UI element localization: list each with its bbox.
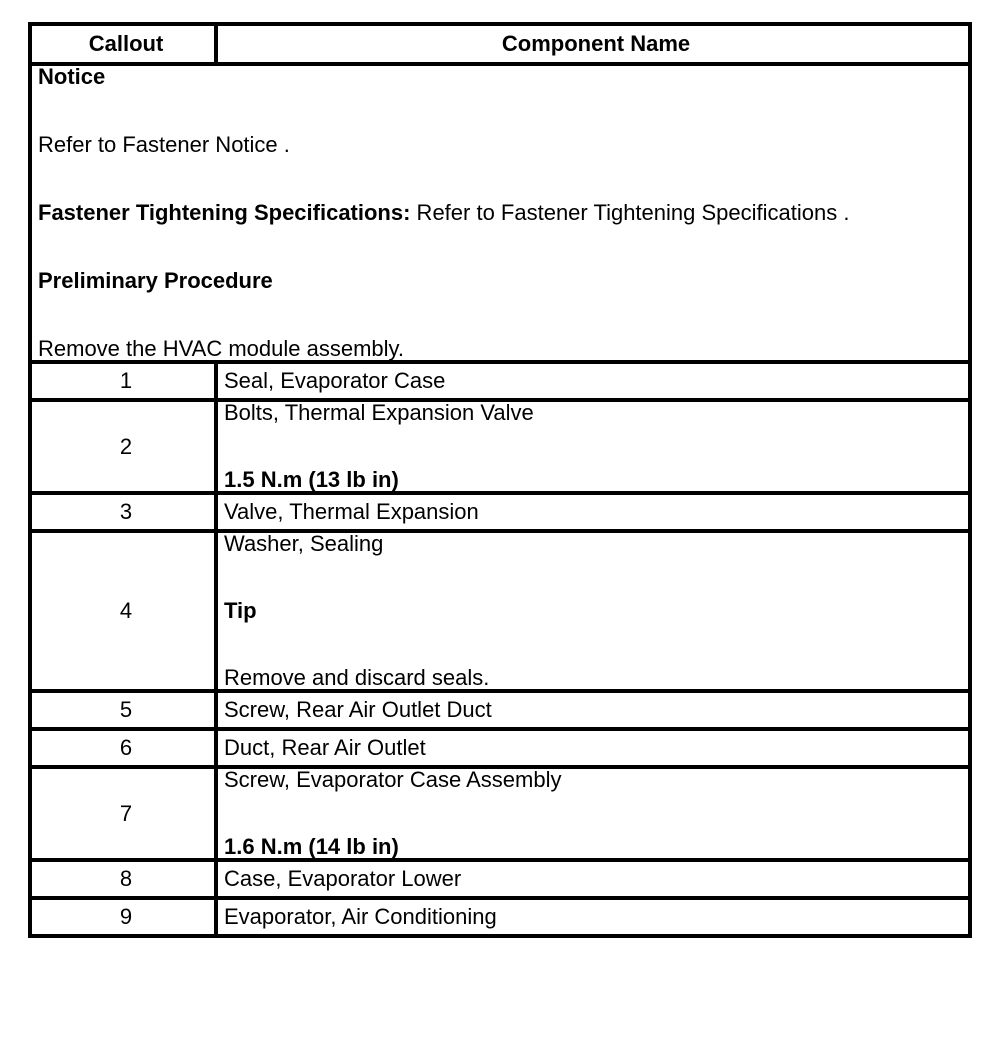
tip-title: Tip xyxy=(224,598,257,623)
callout-cell: 6 xyxy=(30,729,216,767)
callout-cell: 4 xyxy=(30,531,216,691)
component-name-cell: Case, Evaporator Lower xyxy=(216,860,970,898)
notice-title: Notice xyxy=(38,64,106,89)
component-name-cell: Evaporator, Air Conditioning xyxy=(216,898,970,936)
table-row xyxy=(30,860,970,898)
notice-row xyxy=(30,64,970,362)
component-table xyxy=(28,22,972,938)
component-name-cell xyxy=(216,400,970,493)
table-row xyxy=(30,531,970,691)
component-name: Screw, Evaporator Case Assembly xyxy=(224,767,562,792)
component-name-cell: Screw, Rear Air Outlet Duct xyxy=(216,691,970,729)
fastener-spec-line xyxy=(38,202,968,224)
component-name-cell: Duct, Rear Air Outlet xyxy=(216,729,970,767)
component-name-cell: Seal, Evaporator Case xyxy=(216,362,970,400)
callout-cell: 1 xyxy=(30,362,216,400)
callout-cell: 8 xyxy=(30,860,216,898)
torque-spec: 1.6 N.m (14 lb in) xyxy=(224,834,399,859)
callout-cell: 9 xyxy=(30,898,216,936)
table-row xyxy=(30,767,970,860)
callout-cell: 3 xyxy=(30,493,216,531)
table-row xyxy=(30,493,970,531)
component-name: Washer, Sealing xyxy=(224,531,384,556)
callout-cell: 5 xyxy=(30,691,216,729)
preliminary-procedure-text: Remove the HVAC module assembly. xyxy=(38,336,404,361)
table-row xyxy=(30,400,970,493)
callout-cell: 7 xyxy=(30,767,216,860)
component-name: Bolts, Thermal Expansion Valve xyxy=(224,400,534,425)
table-header-row xyxy=(30,24,970,64)
preliminary-procedure-title: Preliminary Procedure xyxy=(38,268,273,293)
component-name-cell xyxy=(216,531,970,691)
notice-cell xyxy=(30,64,970,362)
fastener-spec-text: Refer to Fastener Tightening Specifications . xyxy=(410,200,850,225)
callout-cell: 2 xyxy=(30,400,216,493)
header-callout: Callout xyxy=(30,24,216,64)
header-component-name: Component Name xyxy=(216,24,970,64)
component-name-cell xyxy=(216,767,970,860)
table-row xyxy=(30,691,970,729)
torque-spec: 1.5 N.m (13 lb in) xyxy=(224,467,399,492)
fastener-spec-label: Fastener Tightening Specifications: xyxy=(38,200,411,225)
table-row xyxy=(30,729,970,767)
component-name-cell: Valve, Thermal Expansion xyxy=(216,493,970,531)
table-row xyxy=(30,362,970,400)
notice-refer-text: Refer to Fastener Notice . xyxy=(38,132,290,157)
tip-text: Remove and discard seals. xyxy=(224,665,490,690)
table-row xyxy=(30,898,970,936)
